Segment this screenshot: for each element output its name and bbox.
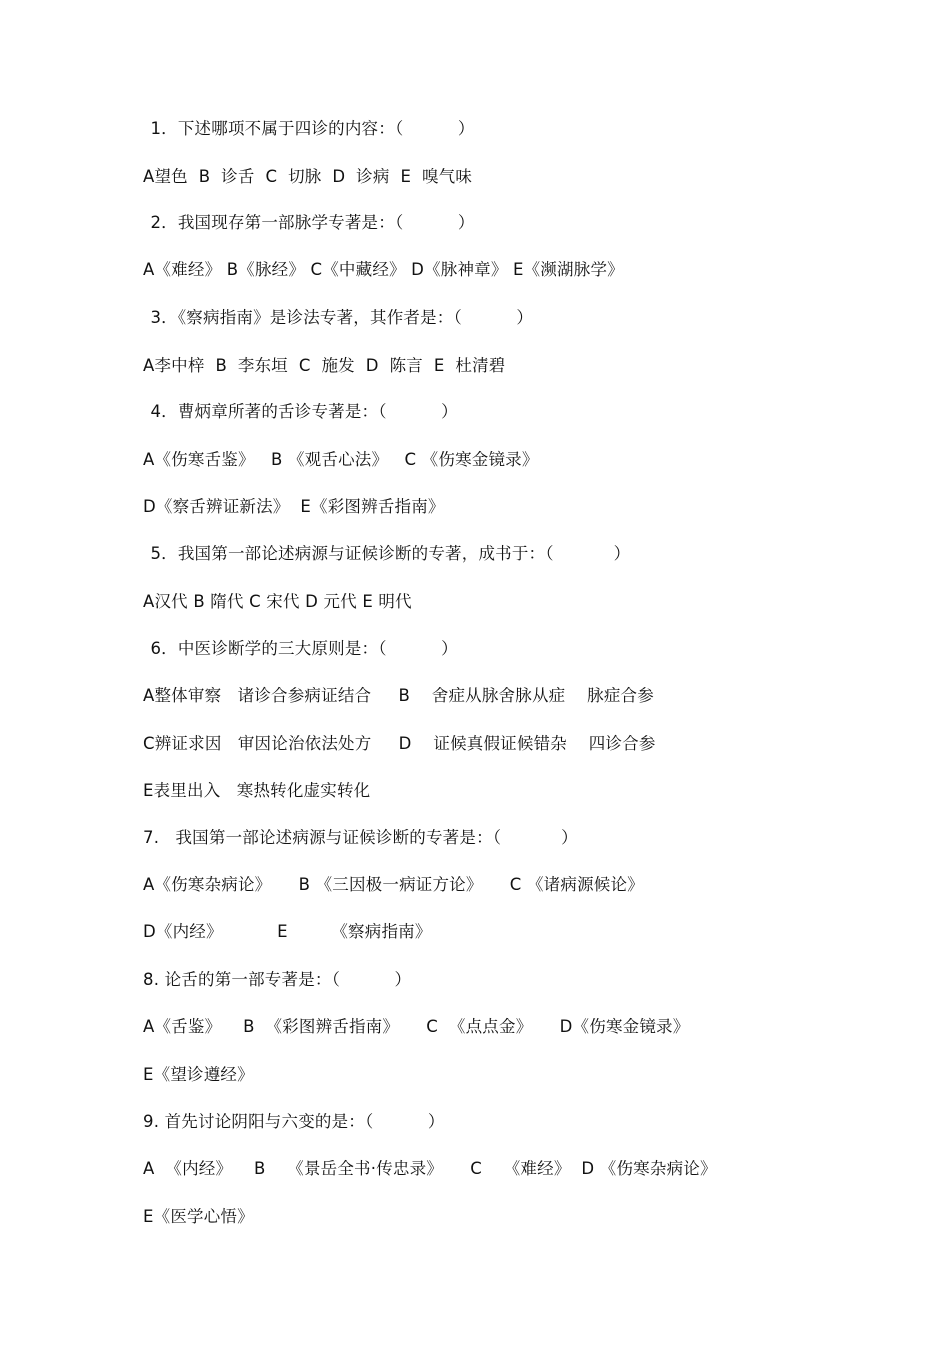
question-8: 8. 论舌的第一部专著是：（ ）	[143, 970, 412, 989]
question-7: 7. 我国第一部论述病源与证候诊断的专著是：（ ）	[143, 828, 578, 847]
question-8-options-a: A《舌鉴》 B 《彩图辨舌指南》 C 《点点金》 D《伤寒金镜录》	[143, 1017, 690, 1036]
question-8-options-b: E《望诊遵经》	[143, 1065, 254, 1084]
question-9: 9. 首先讨论阴阳与六变的是：（ ）	[143, 1112, 445, 1131]
question-6-options-c: E表里出入 寒热转化虚实转化	[143, 781, 371, 800]
question-2-options: A《难经》 B《脉经》 C《中藏经》 D《脉神章》 E《濒湖脉学》	[143, 260, 624, 279]
question-1: 1．下述哪项不属于四诊的内容：（ ）	[145, 119, 475, 138]
question-6-options-a: A整体审察 诸诊合参病证结合 B 舍症从脉舍脉从症 脉症合参	[143, 686, 654, 705]
question-9-options-b: E《医学心悟》	[143, 1207, 254, 1226]
question-1-options: A望色 B 诊舌 C 切脉 D 诊病 E 嗅气味	[143, 167, 473, 186]
question-7-options-b: D《内经》 E 《察病指南》	[143, 922, 432, 941]
question-4-options-b: D《察舌辨证新法》 E《彩图辨舌指南》	[143, 497, 445, 516]
question-6: 6．中医诊断学的三大原则是：（ ）	[145, 639, 458, 658]
question-5: 5．我国第一部论述病源与证候诊断的专著，成书于：（ ）	[145, 544, 631, 563]
question-6-options-b: C辨证求因 审因论治依法处方 D 证候真假证候错杂 四诊合参	[143, 734, 656, 753]
question-5-options: A汉代 B 隋代 C 宋代 D 元代 E 明代	[143, 592, 412, 611]
question-3: 3．《察病指南》是诊法专著，其作者是：（ ）	[145, 308, 534, 327]
question-9-options-a: A 《内经》 B 《景岳全书·传忠录》 C 《难经》 D 《伤寒杂病论》	[143, 1159, 717, 1178]
question-4-options-a: A《伤寒舌鉴》 B 《观舌心法》 C 《伤寒金镜录》	[143, 450, 539, 469]
question-7-options-a: A《伤寒杂病论》 B 《三因极一病证方论》 C 《诸病源候论》	[143, 875, 644, 894]
question-4: 4．曹炳章所著的舌诊专著是：（ ）	[145, 402, 458, 421]
question-3-options: A李中梓 B 李东垣 C 施发 D 陈言 E 杜清碧	[143, 356, 506, 375]
question-2: 2．我国现存第一部脉学专著是：（ ）	[145, 213, 475, 232]
